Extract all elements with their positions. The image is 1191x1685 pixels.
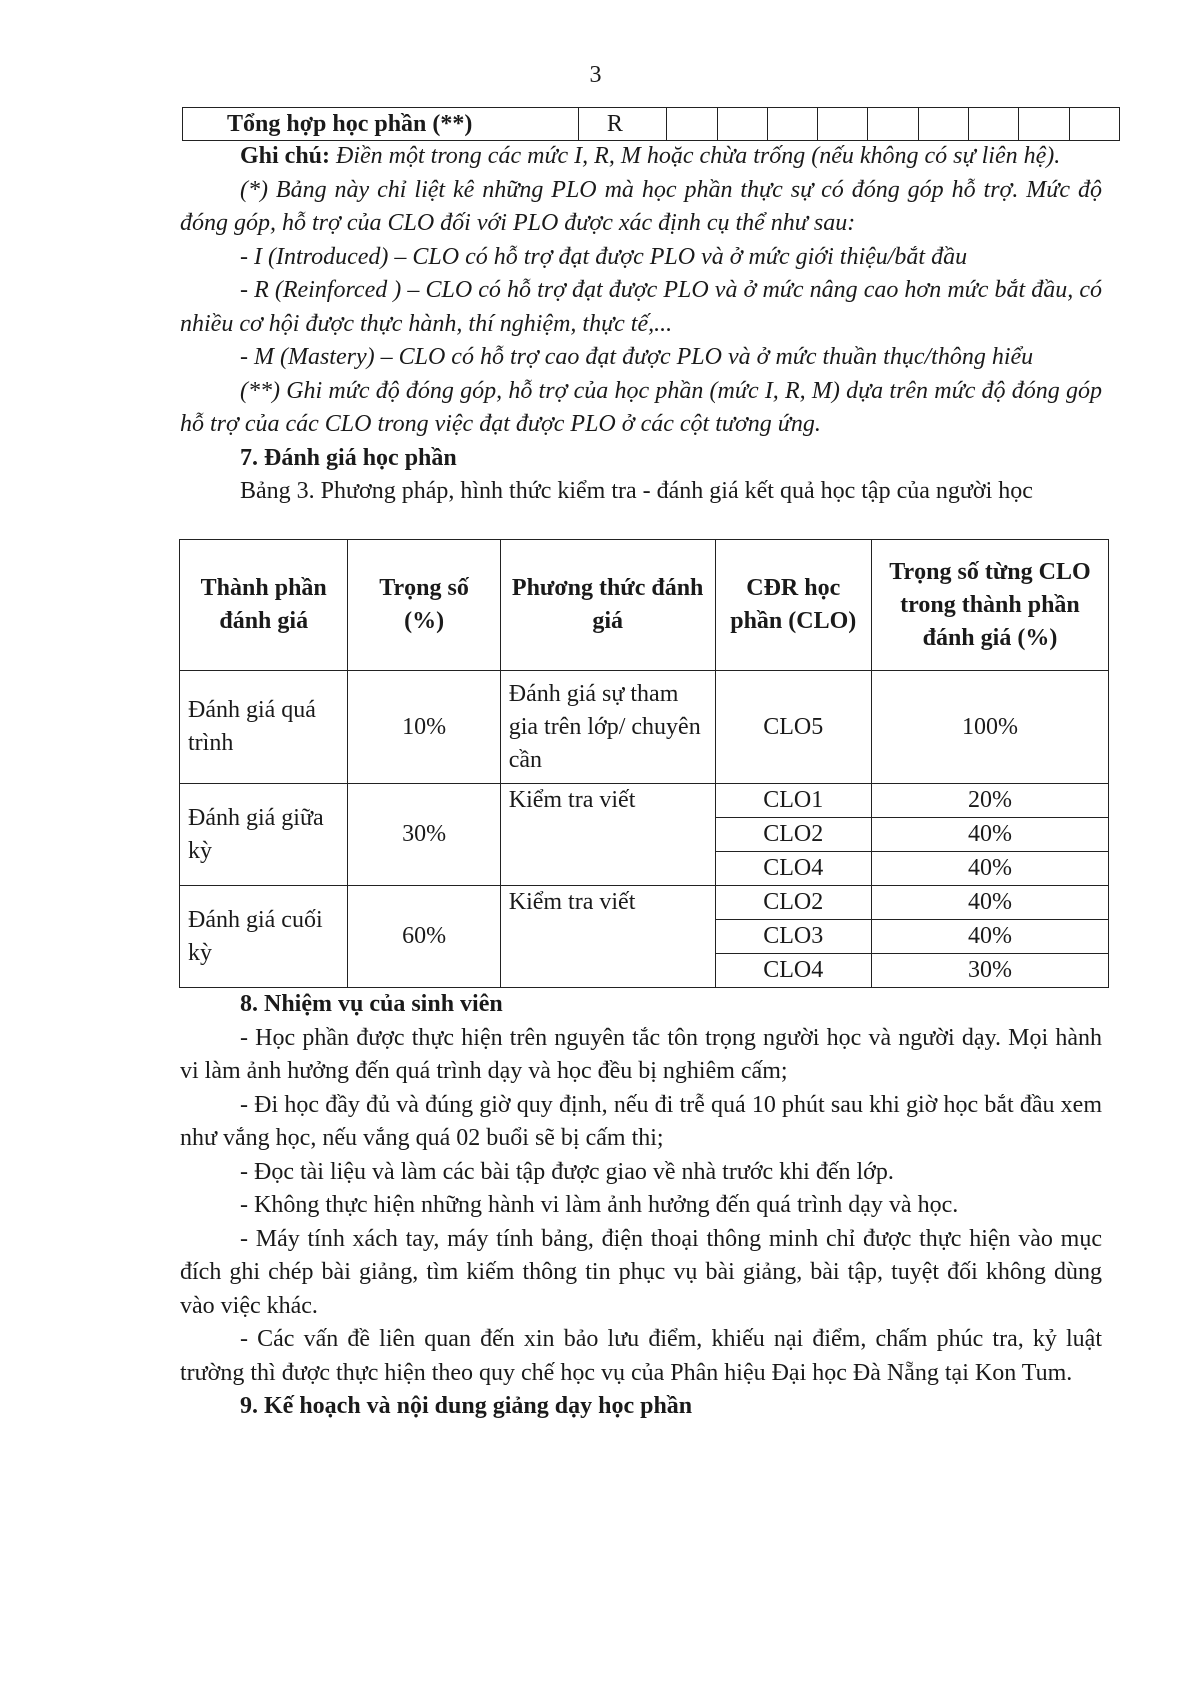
clo-cell: CLO4 xyxy=(715,954,871,988)
header-weight: Trọng số (%) xyxy=(348,540,500,671)
level-r-note: - R (Reinforced ) – CLO có hỗ trợ đạt được PLO và ở mức nâng cao hơn mức bắt đầu, có nhiều cơ hội được thực hành, thí nghiệm, thực tế,... xyxy=(180,277,1102,337)
weight-cell: 60% xyxy=(348,886,500,988)
note-text: Điền một trong các mức I, R, M hoặc chừa trống (nếu không có sự liên hệ). xyxy=(336,143,1061,169)
table3-caption: Bảng 3. Phương pháp, hình thức kiểm tra - đánh giá kết quả học tập của người học xyxy=(240,478,1033,504)
level-i-note: - I (Introduced) – CLO có hỗ trợ đạt được PLO và ở mức giới thiệu/bắt đầu xyxy=(240,243,968,270)
summary-cell xyxy=(1069,108,1119,141)
clo-cell: CLO3 xyxy=(715,920,871,954)
clo-weight-cell: 100% xyxy=(871,671,1108,784)
evaluation-table xyxy=(179,539,1109,988)
summary-label: Tổng hợp học phần (**) xyxy=(183,108,579,141)
duty-item: - Các vấn đề liên quan đến xin bảo lưu điểm, khiếu nại điểm, chấm phúc tra, kỷ luật trường thì được thực hiện theo quy chế học vụ của Phân hiệu Đại học Đà Nẵng tại Kon Tum. xyxy=(180,1326,1102,1386)
clo-cell: CLO2 xyxy=(715,818,871,852)
component-cell: Đánh giá giữa kỳ xyxy=(180,784,348,886)
summary-row xyxy=(183,108,1120,141)
notes-block xyxy=(180,140,1102,509)
clo-cell: CLO2 xyxy=(715,886,871,920)
page-number: 3 xyxy=(589,62,602,88)
clo-weight-cell: 30% xyxy=(871,954,1108,988)
header-clo: CĐR học phần (CLO) xyxy=(715,540,871,671)
component-cell: Đánh giá quá trình xyxy=(180,671,348,784)
method-cell: Kiểm tra viết xyxy=(500,886,715,988)
clo-weight-cell: 40% xyxy=(871,886,1108,920)
clo-cell: CLO4 xyxy=(715,852,871,886)
note-label: Ghi chú: xyxy=(240,143,331,169)
summary-cell xyxy=(969,108,1019,141)
double-star-note: (**) Ghi mức độ đóng góp, hỗ trợ của học phần (mức I, R, M) dựa trên mức độ đóng góp hỗ trợ của các CLO trong việc đạt được PLO ở các cột tương ứng. xyxy=(180,377,1102,437)
clo-weight-cell: 40% xyxy=(871,920,1108,954)
header-clo-weight: Trọng số từng CLO trong thành phần đánh giá (%) xyxy=(871,540,1108,671)
plo-summary-table xyxy=(182,107,1120,141)
component-cell: Đánh giá cuối kỳ xyxy=(180,886,348,988)
header-method: Phương thức đánh giá xyxy=(500,540,715,671)
method-cell: Đánh giá sự tham gia trên lớp/ chuyên cần xyxy=(500,671,715,784)
weight-cell: 10% xyxy=(348,671,500,784)
section9-heading: 9. Kế hoạch và nội dung giảng dạy học phần xyxy=(240,1393,693,1419)
summary-cell xyxy=(767,108,817,141)
eval-row xyxy=(180,784,1109,818)
level-m-note: - M (Mastery) – CLO có hỗ trợ cao đạt được PLO và ở mức thuần thục/thông hiểu xyxy=(240,344,1034,370)
summary-value: R xyxy=(578,108,666,141)
summary-cell xyxy=(818,108,868,141)
section8-block xyxy=(180,988,1102,1424)
duty-item: - Không thực hiện những hành vi làm ảnh hưởng đến quá trình dạy và học. xyxy=(240,1192,959,1218)
summary-cell xyxy=(868,108,918,141)
eval-header-row xyxy=(180,540,1109,671)
clo-weight-cell: 20% xyxy=(871,784,1108,818)
section8-heading: 8. Nhiệm vụ của sinh viên xyxy=(240,991,503,1017)
duty-item: - Đi học đầy đủ và đúng giờ quy định, nếu đi trễ quá 10 phút sau khi giờ học bắt đầu xem như vắng học, nếu vắng quá 02 buổi sẽ bị cấm thi; xyxy=(180,1091,1102,1151)
summary-cell xyxy=(1019,108,1069,141)
clo-cell: CLO5 xyxy=(715,671,871,784)
note-paragraph xyxy=(180,140,1102,174)
clo-weight-cell: 40% xyxy=(871,852,1108,886)
summary-cell xyxy=(918,108,968,141)
header-component: Thành phần đánh giá xyxy=(180,540,348,671)
method-cell: Kiểm tra viết xyxy=(500,784,715,886)
star-note: (*) Bảng này chỉ liệt kê những PLO mà học phần thực sự có đóng góp hỗ trợ. Mức độ đóng góp, hỗ trợ của CLO đối với PLO được xác định cụ thể như sau: xyxy=(180,176,1102,236)
summary-cell xyxy=(667,108,717,141)
eval-row xyxy=(180,886,1109,920)
clo-weight-cell: 40% xyxy=(871,818,1108,852)
section7-heading: 7. Đánh giá học phần xyxy=(240,444,457,471)
summary-cell xyxy=(717,108,767,141)
clo-cell: CLO1 xyxy=(715,784,871,818)
duty-item: - Đọc tài liệu và làm các bài tập được giao về nhà trước khi đến lớp. xyxy=(240,1158,894,1185)
weight-cell: 30% xyxy=(348,784,500,886)
duty-item: - Học phần được thực hiện trên nguyên tắc tôn trọng người học và người dạy. Mọi hành vi làm ảnh hưởng đến quá trình dạy và học đều bị nghiêm cấm; xyxy=(180,1024,1102,1084)
duty-item: - Máy tính xách tay, máy tính bảng, điện thoại thông minh chỉ được thực hiện vào mục đích ghi chép bài giảng, tìm kiếm thông tin phục vụ bài giảng, bài tập, tuyệt đối không dùng vào việc khác. xyxy=(180,1225,1102,1319)
eval-row xyxy=(180,671,1109,784)
